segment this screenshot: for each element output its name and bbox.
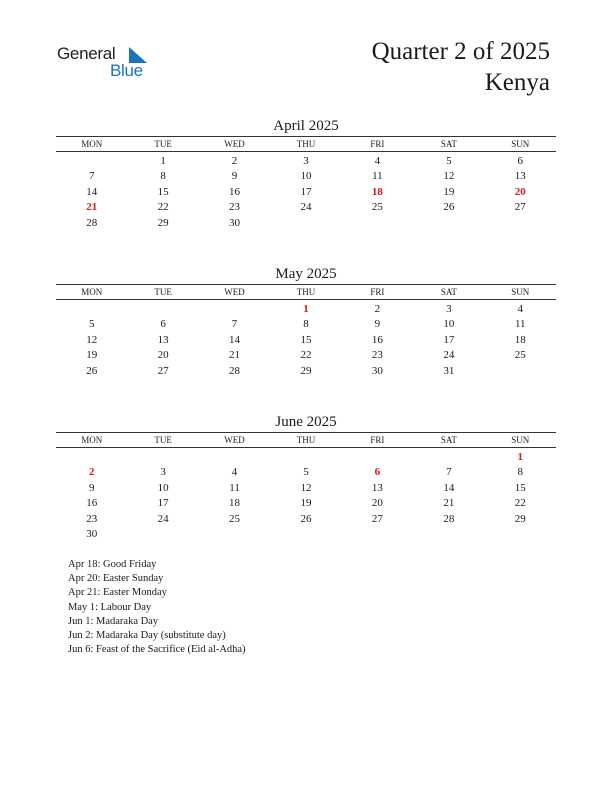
holiday-note: Apr 20: Easter Sunday [68, 573, 164, 585]
month-title: May 2025 [275, 266, 337, 282]
holiday-note: May 1: Labour Day [68, 601, 152, 613]
day-cell: 9 [231, 170, 238, 183]
day-cell: 18 [514, 333, 526, 346]
day-cell: 2 [374, 302, 381, 315]
day-cell: 24 [443, 349, 455, 362]
quarter-title: Quarter 2 of 2025 [371, 38, 550, 65]
month-calendar-may [56, 264, 556, 379]
empty-day-cell [199, 527, 270, 543]
country-title: Kenya [484, 69, 550, 96]
week-row [56, 481, 556, 497]
day-cell: 20 [371, 497, 383, 510]
empty-day-cell [342, 450, 413, 466]
day-cell: 21 [86, 201, 98, 214]
empty-day-cell [342, 527, 413, 543]
day-cell: 29 [300, 364, 312, 377]
day-cell: 5 [88, 318, 95, 331]
day-cell: 21 [443, 497, 455, 510]
day-cell: 25 [229, 512, 241, 525]
day-cell: 22 [300, 349, 312, 362]
weekday-header-tue: TUE [127, 137, 198, 152]
day-cell: 4 [231, 466, 238, 479]
week-row [56, 450, 556, 466]
day-cell: 27 [371, 512, 383, 525]
day-cell: 13 [514, 170, 526, 183]
month-calendar-april [56, 116, 556, 231]
day-cell: 19 [86, 349, 98, 362]
empty-day-cell [56, 450, 127, 466]
day-cell: 7 [446, 466, 452, 479]
holiday-note: Jun 1: Madaraka Day [68, 615, 159, 627]
empty-day-cell [342, 216, 413, 232]
empty-day-cell [413, 527, 484, 543]
empty-day-cell [127, 302, 198, 318]
empty-day-cell [56, 154, 127, 170]
day-cell: 24 [300, 201, 312, 214]
holiday-note: Apr 18: Good Friday [68, 559, 157, 570]
week-row [56, 302, 556, 318]
holiday-note: Jun 2: Madaraka Day (substitute day) [68, 630, 226, 642]
week-row [56, 216, 556, 232]
day-cell: 28 [443, 512, 455, 525]
weekday-header-sun: SUN [485, 285, 556, 300]
weekday-header-sat: SAT [413, 433, 484, 448]
day-cell: 9 [374, 318, 381, 331]
day-cell: 8 [160, 170, 166, 183]
weekday-header-tue: TUE [127, 433, 198, 448]
day-cell: 11 [514, 318, 526, 331]
day-cell: 5 [303, 466, 309, 479]
empty-day-cell [485, 527, 556, 543]
day-cell: 16 [371, 333, 383, 346]
weekday-header-sun: SUN [485, 433, 556, 448]
day-cell: 18 [229, 497, 241, 510]
day-cell: 29 [157, 216, 169, 229]
day-cell: 26 [300, 512, 312, 525]
weekday-header-wed: WED [199, 285, 270, 300]
calendar-grid [56, 284, 556, 379]
day-cell: 23 [229, 201, 241, 214]
weekday-header-wed: WED [199, 433, 270, 448]
day-cell: 11 [229, 481, 240, 494]
empty-day-cell [270, 527, 341, 543]
empty-day-cell [413, 450, 484, 466]
weekday-header-sun: SUN [485, 137, 556, 152]
day-cell: 4 [374, 154, 381, 167]
day-cell: 17 [157, 497, 169, 510]
day-cell: 15 [157, 185, 169, 198]
week-row [56, 185, 556, 201]
day-cell: 7 [231, 318, 238, 331]
day-cell: 3 [446, 302, 452, 315]
month-title: June 2025 [275, 414, 337, 430]
day-cell: 29 [514, 512, 526, 525]
day-cell: 1 [517, 450, 524, 463]
weekday-header-row [56, 285, 556, 300]
day-cell: 4 [517, 302, 524, 315]
day-cell: 12 [443, 170, 455, 183]
empty-day-cell [485, 364, 556, 380]
weekday-header-fri: FRI [342, 433, 413, 448]
calendar-grid [56, 136, 556, 231]
day-cell: 20 [157, 349, 169, 362]
day-cell: 13 [371, 481, 383, 494]
day-cell: 3 [160, 466, 166, 479]
day-cell: 10 [300, 170, 312, 183]
day-cell: 12 [86, 333, 98, 346]
day-cell: 30 [86, 528, 98, 541]
day-cell: 17 [300, 185, 312, 198]
day-cell: 10 [443, 318, 455, 331]
week-row [56, 512, 556, 528]
day-cell: 3 [303, 154, 309, 167]
day-cell: 10 [157, 481, 169, 494]
month-calendar-june [56, 412, 556, 543]
empty-day-cell [413, 216, 484, 232]
day-cell: 12 [300, 481, 312, 494]
holiday-note: Jun 6: Feast of the Sacrifice (Eid al-Adha) [68, 644, 246, 656]
day-cell: 22 [514, 497, 526, 510]
day-cell: 8 [303, 318, 309, 331]
day-cell: 21 [229, 349, 241, 362]
generalblue-logo [57, 44, 167, 84]
weekday-header-thu: THU [270, 137, 341, 152]
day-cell: 23 [371, 349, 383, 362]
day-cell: 1 [160, 154, 166, 167]
day-cell: 24 [157, 512, 169, 525]
day-cell: 30 [371, 364, 383, 377]
weekday-header-row [56, 433, 556, 448]
day-cell: 14 [443, 481, 455, 494]
empty-day-cell [270, 216, 341, 232]
weekday-header-sat: SAT [413, 137, 484, 152]
week-row [56, 333, 556, 349]
logo-text-blue: Blue [110, 61, 143, 80]
day-cell: 11 [372, 170, 383, 183]
holiday-note: Apr 21: Easter Monday [68, 587, 167, 599]
empty-day-cell [56, 302, 127, 318]
empty-day-cell [127, 450, 198, 466]
day-cell: 15 [300, 333, 312, 346]
day-cell: 27 [157, 364, 169, 377]
week-row [56, 364, 556, 380]
weekday-header-wed: WED [199, 137, 270, 152]
day-cell: 19 [300, 497, 312, 510]
day-cell: 6 [374, 466, 381, 479]
calendar-grid [56, 432, 556, 543]
holiday-notes-list [68, 558, 246, 657]
weekday-header-mon: MON [56, 433, 127, 448]
week-row [56, 348, 556, 364]
day-cell: 16 [229, 185, 241, 198]
day-cell: 15 [514, 481, 526, 494]
logo-text-general: General [57, 44, 116, 63]
day-cell: 20 [514, 185, 526, 198]
week-row [56, 496, 556, 512]
week-row [56, 317, 556, 333]
weekday-header-sat: SAT [413, 285, 484, 300]
day-cell: 25 [514, 349, 526, 362]
weekday-header-mon: MON [56, 285, 127, 300]
day-cell: 8 [517, 466, 524, 479]
weekday-header-thu: THU [270, 433, 341, 448]
month-title: April 2025 [273, 118, 339, 134]
empty-day-cell [199, 302, 270, 318]
day-cell: 23 [86, 512, 98, 525]
day-cell: 9 [88, 481, 95, 494]
empty-day-cell [127, 527, 198, 543]
empty-day-cell [199, 450, 270, 466]
day-cell: 28 [86, 216, 98, 229]
day-cell: 16 [86, 497, 98, 510]
week-row [56, 465, 556, 481]
week-row [56, 200, 556, 216]
day-cell: 6 [517, 154, 524, 167]
week-row [56, 527, 556, 543]
day-cell: 26 [86, 364, 98, 377]
week-row [56, 169, 556, 185]
week-row [56, 154, 556, 170]
day-cell: 22 [157, 201, 169, 214]
weekday-header-fri: FRI [342, 285, 413, 300]
empty-day-cell [270, 450, 341, 466]
weekday-header-thu: THU [270, 285, 341, 300]
weekday-header-tue: TUE [127, 285, 198, 300]
day-cell: 27 [514, 201, 526, 214]
day-cell: 5 [446, 154, 452, 167]
day-cell: 7 [88, 170, 95, 183]
day-cell: 18 [371, 185, 383, 198]
weekday-header-row [56, 137, 556, 152]
day-cell: 26 [443, 201, 455, 214]
day-cell: 17 [443, 333, 455, 346]
weekday-header-mon: MON [56, 137, 127, 152]
page-title [372, 36, 550, 98]
day-cell: 30 [229, 216, 241, 229]
day-cell: 6 [160, 318, 166, 331]
day-cell: 28 [229, 364, 241, 377]
day-cell: 14 [229, 333, 241, 346]
day-cell: 19 [443, 185, 455, 198]
day-cell: 1 [303, 302, 309, 315]
empty-day-cell [485, 216, 556, 232]
day-cell: 2 [231, 154, 238, 167]
day-cell: 2 [88, 466, 95, 479]
day-cell: 25 [371, 201, 383, 214]
day-cell: 13 [157, 333, 169, 346]
day-cell: 31 [443, 364, 455, 377]
weekday-header-fri: FRI [342, 137, 413, 152]
day-cell: 14 [86, 185, 98, 198]
